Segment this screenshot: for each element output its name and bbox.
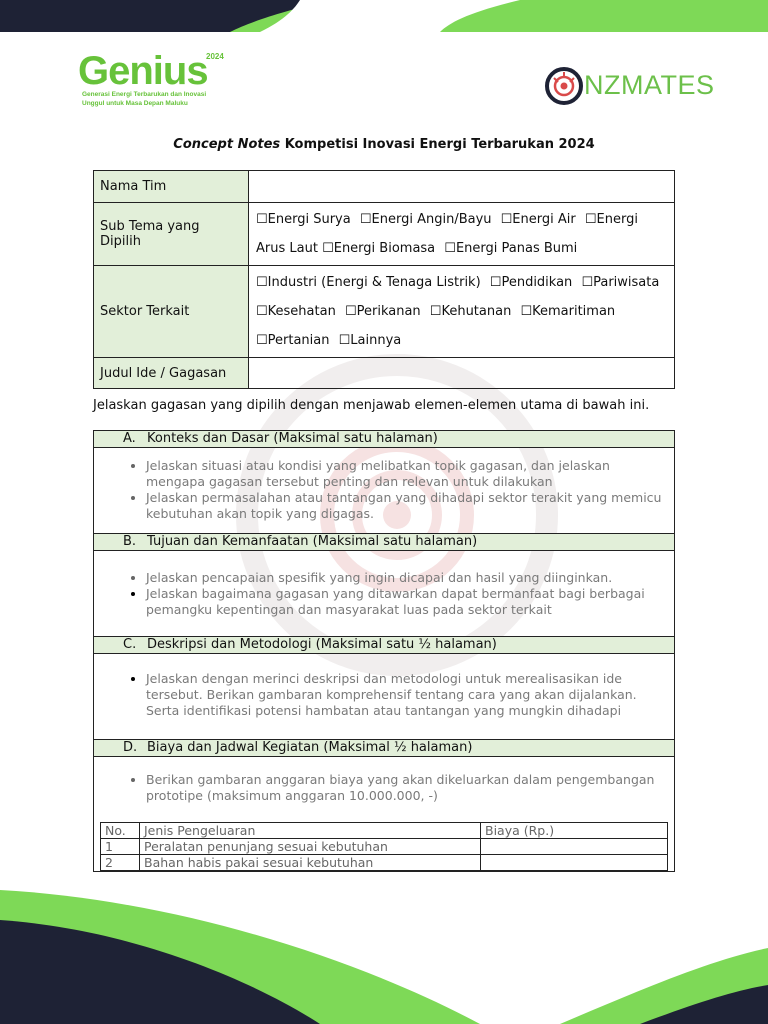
subtheme-checkbox-panas-bumi[interactable]: ☐Energi Panas Bumi [444, 241, 578, 256]
sector-row [94, 266, 675, 358]
idea-title-row [94, 358, 675, 389]
sector-checkbox-kemaritiman[interactable]: ☐Kemaritiman [520, 304, 616, 319]
page-title [0, 137, 768, 152]
cost-header-no: No. [101, 823, 140, 839]
title-italic: Concept Notes [173, 137, 281, 152]
onzmates-logo [544, 64, 719, 106]
idea-title-field[interactable] [249, 358, 675, 389]
section-title-text: Biaya dan Jadwal Kegiatan (Maksimal ½ halaman) [147, 740, 473, 755]
section-c-bullet-1: • Jelaskan dengan merinci deskripsi dan metodologi untuk merealisasikan ide tersebut. Berikan gambaran komprehensif tentang cara yang akan dijalankan. Serta identifikasi potensi hambatan atau tantangan yang mungkin dihadapi [146, 671, 664, 719]
section-letter: D. [123, 740, 138, 755]
section-d-title [94, 740, 675, 757]
onzmates-logo-text: NZMATES [584, 70, 715, 100]
genius-logo-year: 2024 [206, 52, 224, 61]
sector-checkbox-pendidikan[interactable]: ☐Pendidikan [489, 275, 573, 290]
subtheme-label: Sub Tema yang Dipilih [94, 203, 249, 266]
subtheme-options [249, 203, 675, 266]
intro-text: Jelaskan gagasan yang dipilih dengan menjawab elemen-elemen utama di bawah ini. [93, 398, 650, 413]
cost-table-header [101, 823, 668, 839]
team-name-label: Nama Tim [94, 171, 249, 203]
sector-checkbox-kehutanan[interactable]: ☐Kehutanan [429, 304, 512, 319]
cost-row-no: 1 [101, 839, 140, 855]
subtheme-checkbox-air[interactable]: ☐Energi Air [500, 212, 576, 227]
sector-checkbox-pariwisata[interactable]: ☐Pariwisata [581, 275, 660, 290]
onzmates-emblem-icon [544, 66, 584, 106]
section-d-body[interactable] [94, 757, 675, 872]
section-title-text: Deskripsi dan Metodologi (Maksimal satu ½ halaman) [147, 637, 497, 652]
sector-checkbox-perikanan[interactable]: ☐Perikanan [344, 304, 421, 319]
cost-row-amount[interactable] [481, 855, 668, 871]
subtheme-checkbox-angin[interactable]: ☐Energi Angin/Bayu [359, 212, 492, 227]
cost-row-no: 2 [101, 855, 140, 871]
title-rest: Kompetisi Inovasi Energi Terbarukan 2024 [280, 137, 595, 152]
section-letter: C. [123, 637, 137, 652]
team-info-table [93, 170, 675, 389]
section-title-text: Tujuan dan Kemanfaatan (Maksimal satu halaman) [147, 534, 478, 549]
sector-checkbox-lainnya[interactable]: ☐Lainnya [338, 333, 402, 348]
cost-table [100, 822, 668, 871]
section-header [94, 534, 675, 551]
section-letter: B. [123, 534, 137, 549]
subtheme-checkbox-surya[interactable]: ☐Energi Surya [256, 212, 351, 227]
genius-logo-text: Genius [78, 49, 208, 93]
sector-checkbox-pertanian[interactable]: ☐Pertanian [256, 333, 330, 348]
section-letter: A. [123, 431, 136, 446]
cost-table-row [101, 855, 668, 871]
cost-header-type: Jenis Pengeluaran [140, 823, 481, 839]
section-a-title [94, 431, 675, 448]
section-b-body[interactable] [94, 551, 675, 637]
team-name-row [94, 171, 675, 203]
cost-row-amount[interactable] [481, 839, 668, 855]
subtheme-checkbox-arus-laut[interactable]: ☐Energi Arus Laut [256, 212, 638, 256]
team-name-field[interactable] [249, 171, 675, 203]
cost-table-row [101, 839, 668, 855]
subtheme-checkbox-biomasa[interactable]: ☐Energi Biomasa [322, 241, 436, 256]
cost-row-type: Bahan habis pakai sesuai kebutuhan [140, 855, 481, 871]
sector-checkbox-industri[interactable]: ☐Industri (Energi & Tenaga Listrik) [256, 275, 481, 290]
header-band [0, 0, 768, 32]
idea-title-label: Judul Ide / Gagasan [94, 358, 249, 389]
section-header [94, 740, 675, 757]
section-b-bullet-2: • Jelaskan bagaimana gagasan yang ditawarkan dapat bermanfaat bagi berbagai pemangku kepentingan dan masyarakat luas pada sektor terkait [146, 586, 664, 618]
sector-checkbox-kesehatan[interactable]: ☐Kesehatan [256, 304, 336, 319]
cost-row-type: Peralatan penunjang sesuai kebutuhan [140, 839, 481, 855]
genius-logo-tagline [82, 90, 242, 108]
sector-options [249, 266, 675, 358]
sector-label: Sektor Terkait [94, 266, 249, 358]
genius-tagline-line-2: Unggul untuk Masa Depan Maluku [82, 100, 188, 107]
concept-sections-table [93, 430, 675, 872]
genius-logo [78, 50, 238, 112]
section-header [94, 431, 675, 448]
subtheme-row [94, 203, 675, 266]
section-c-title [94, 637, 675, 654]
section-d-bullet-1: • Berikan gambaran anggaran biaya yang akan dikeluarkan dalam pengembangan prototipe (maksimum anggaran 10.000.000, -) [146, 772, 664, 804]
section-title-text: Konteks dan Dasar (Maksimal satu halaman) [147, 431, 438, 446]
section-a-bullet-1: • Jelaskan situasi atau kondisi yang melibatkan topik gagasan, dan jelaskan mengapa gagasan tersebut penting dan relevan untuk dilakukan [146, 458, 664, 490]
section-b-bullet-1: • Jelaskan pencapaian spesifik yang ingin dicapai dan hasil yang diinginkan. [146, 570, 664, 586]
cost-header-amount: Biaya (Rp.) [481, 823, 668, 839]
section-a-body[interactable] [94, 448, 675, 534]
section-header [94, 637, 675, 654]
section-a-bullet-2: • Jelaskan permasalahan atau tantangan yang dihadapi sektor terakit yang memicu kebutuhan akan topik yang digagas. [146, 490, 664, 522]
genius-tagline-line-1: Generasi Energi Terbarukan dan Inovasi [82, 91, 207, 98]
section-c-body[interactable] [94, 654, 675, 740]
section-b-title [94, 534, 675, 551]
